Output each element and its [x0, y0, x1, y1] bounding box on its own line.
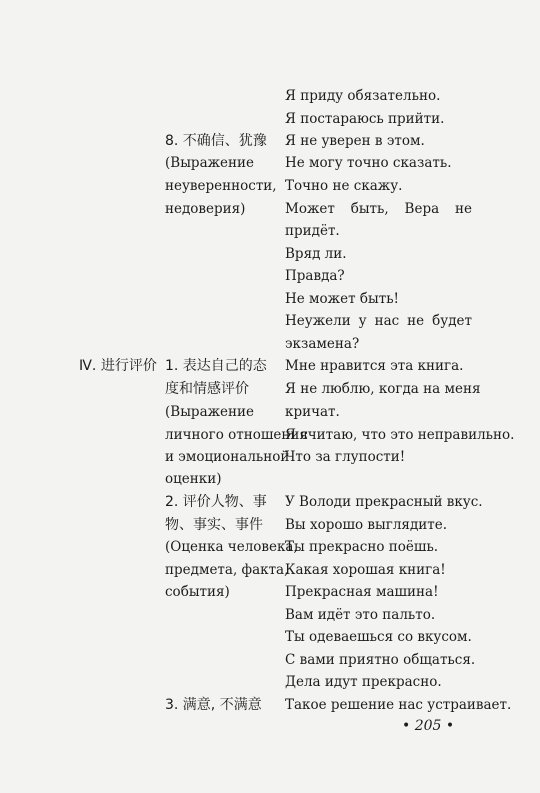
example-line-5: Точно не скажу. — [285, 178, 403, 194]
item2-desc-2: предмета, факта, — [165, 562, 289, 578]
example-line-19: Вы хорошо выглядите. — [285, 517, 448, 533]
item8-title: 8. 不确信、犹豫 — [165, 133, 267, 149]
example-line-10: Не может быть! — [285, 291, 399, 307]
example-line-1: Я приду обязательно. — [285, 88, 441, 104]
example-line-11-word-5: будет — [432, 313, 472, 329]
item2-title-2: 物、事实、事件 — [165, 517, 263, 533]
example-line-6-word-1: Может — [285, 201, 335, 217]
example-line-2: Я постараюсь прийти. — [285, 111, 445, 127]
page-number: • 205 • — [402, 718, 455, 734]
example-line-14: Я не люблю, когда на меня — [285, 381, 481, 397]
example-line-15: кричат. — [285, 404, 340, 420]
example-line-3: Я не уверен в этом. — [285, 133, 425, 149]
item8-desc-1: (Выражение — [165, 155, 255, 171]
item3-title: 3. 满意, 不满意 — [165, 697, 262, 713]
item1-title-1: 1. 表达自己的态 — [165, 358, 267, 374]
example-line-6-word-2: быть, — [350, 201, 389, 217]
item1-title-2: 度和情感评价 — [165, 381, 249, 397]
item8-desc-2: неуверенности, — [165, 178, 277, 194]
example-line-9: Правда? — [285, 268, 345, 284]
example-line-11 — [285, 312, 472, 330]
example-line-18: У Володи прекрасный вкус. — [285, 494, 483, 510]
item1-desc-1: (Выражение — [165, 404, 255, 420]
example-line-26: Дела идут прекрасно. — [285, 674, 442, 690]
example-line-11-word-3: нас — [374, 313, 400, 329]
example-line-11-word-1: Неужели — [285, 313, 351, 329]
item2-desc-3: события) — [165, 584, 230, 600]
item2-title-1: 2. 评价人物、事 — [165, 494, 267, 510]
example-line-6 — [285, 200, 472, 218]
example-line-16: Я считаю, что это неправильно. — [285, 427, 515, 443]
item2-desc-1: (Оценка человека, — [165, 539, 298, 555]
example-line-25: С вами приятно общаться. — [285, 652, 476, 668]
example-line-8: Вряд ли. — [285, 246, 347, 262]
example-line-6-word-4: не — [455, 201, 472, 217]
section-iv-heading: Ⅳ. 进行评价 — [79, 358, 157, 374]
example-line-23: Вам идёт это пальто. — [285, 607, 436, 623]
item1-desc-4: оценки) — [165, 471, 222, 487]
example-line-4: Не могу точно сказать. — [285, 155, 452, 171]
item8-desc-3: недоверия) — [165, 201, 246, 217]
example-line-7: придёт. — [285, 223, 340, 239]
example-line-20: Ты прекрасно поёшь. — [285, 539, 439, 555]
example-line-12: экзамена? — [285, 336, 360, 352]
example-line-11-word-4: не — [407, 313, 425, 329]
example-line-27: Такое решение нас устраивает. — [285, 697, 512, 713]
example-line-22: Прекрасная машина! — [285, 584, 439, 600]
item1-desc-3: и эмоциональной — [165, 449, 290, 465]
example-line-11-word-2: у — [358, 313, 367, 329]
item1-desc-2: личного отношения — [165, 427, 308, 443]
example-line-17: Что за глупости! — [285, 449, 406, 465]
example-line-24: Ты одеваешься со вкусом. — [285, 629, 472, 645]
example-line-6-word-3: Вера — [404, 201, 440, 217]
example-line-21: Какая хорошая книга! — [285, 562, 446, 578]
example-line-13: Мне нравится эта книга. — [285, 358, 464, 374]
